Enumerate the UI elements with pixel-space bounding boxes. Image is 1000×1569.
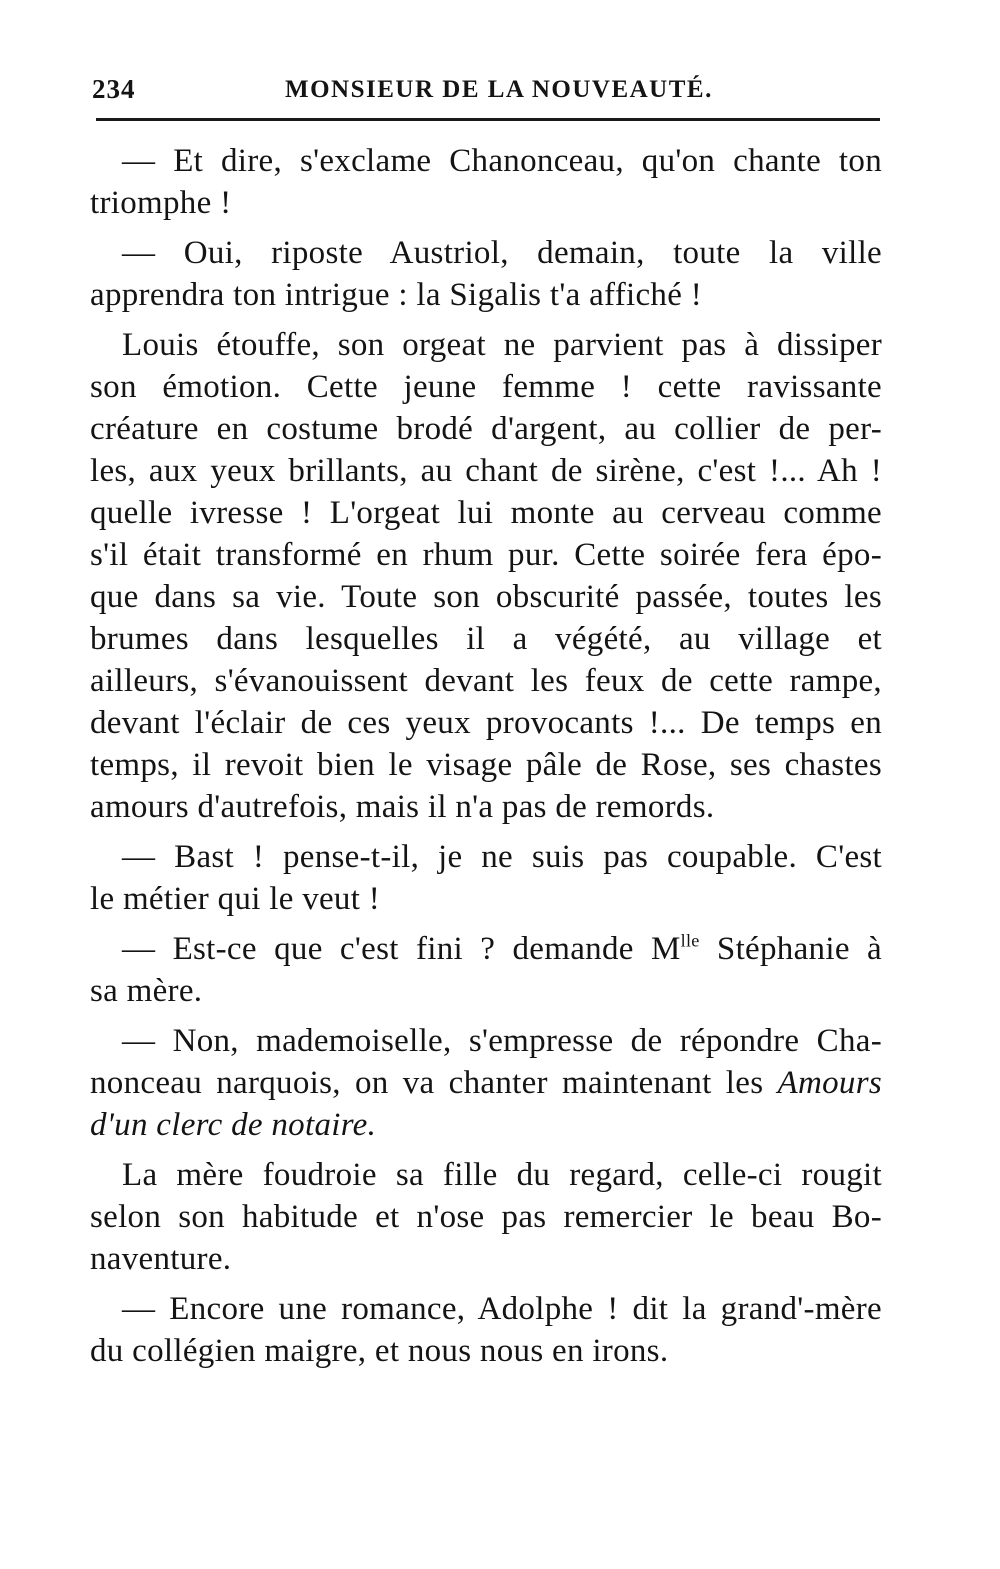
page-header [90, 70, 880, 110]
text-line: — Encore une romance, Adolphe ! dit la grand'-mère [122, 1291, 882, 1327]
text-line: son émotion. Cette jeune femme ! cette ravissante [90, 369, 882, 405]
paragraph [90, 232, 882, 316]
text-line: les, aux yeux brillants, au chant de sirène, c'est !... Ah ! [90, 453, 882, 489]
text-line: devant l'éclair de ces yeux provocants !... De temps en [90, 705, 882, 741]
page-number: 234 [92, 74, 136, 104]
text-line: quelle ivresse ! L'orgeat lui monte au cerveau comme [90, 495, 882, 531]
text-line: — Et dire, s'exclame Chanonceau, qu'on chante ton [122, 143, 882, 179]
running-title: MONSIEUR DE LA NOUVEAUTÉ. [285, 76, 713, 103]
text-fragment: — Est-ce que c'est fini ? demande M [122, 931, 681, 967]
text-line: brumes dans lesquelles il a végété, au village et [90, 621, 882, 657]
header-rule [96, 118, 880, 121]
text-line: le métier qui le veut ! [90, 881, 381, 917]
text-line: triomphe ! [90, 185, 232, 221]
paragraph [90, 928, 882, 1012]
text-fragment: nonceau narquois, on va chanter maintenant les [90, 1065, 778, 1101]
text-line: naventure. [90, 1241, 232, 1277]
superscript-abbrev: lle [680, 930, 700, 951]
text-line: — Oui, riposte Austriol, demain, toute la ville [122, 235, 882, 271]
text-line: — Non, mademoiselle, s'empresse de répondre Cha- [122, 1023, 882, 1059]
text-line: temps, il revoit bien le visage pâle de Rose, ses chastes [90, 747, 882, 783]
paragraph [90, 1020, 882, 1146]
text-line: ailleurs, s'évanouissent devant les feux de cette rampe, [90, 663, 882, 699]
text-line: créature en costume brodé d'argent, au collier de per- [90, 411, 882, 447]
text-fragment: Stéphanie à [699, 931, 882, 967]
text-line: sa mère. [90, 973, 203, 1009]
text-line [90, 928, 882, 970]
text-line: selon son habitude et n'ose pas remercier le beau Bo- [90, 1199, 882, 1235]
text-line [90, 1104, 882, 1146]
text-line [90, 1062, 882, 1104]
text-line: amours d'autrefois, mais il n'a pas de remords. [90, 789, 715, 825]
text-line: — Bast ! pense-t-il, je ne suis pas coupable. C'est [122, 839, 882, 875]
text-line: s'il était transformé en rhum pur. Cette soirée fera épo- [90, 537, 882, 573]
text-line: apprendra ton intrigue : la Sigalis t'a affiché ! [90, 277, 703, 313]
text-line: que dans sa vie. Toute son obscurité passée, toutes les [90, 579, 882, 615]
paragraph [90, 1154, 882, 1280]
text-line: du collégien maigre, et nous nous en irons. [90, 1333, 669, 1369]
paragraph [90, 324, 882, 828]
paragraph [90, 1288, 882, 1372]
body-text [90, 140, 882, 1380]
italic-title: d'un clerc de notaire. [90, 1107, 377, 1143]
text-line: La mère foudroie sa fille du regard, celle-ci rougit [122, 1157, 882, 1193]
italic-title: Amours [777, 1065, 882, 1101]
paragraph [90, 140, 882, 224]
text-line: Louis étouffe, son orgeat ne parvient pas à dissiper [122, 327, 882, 363]
paragraph [90, 836, 882, 920]
